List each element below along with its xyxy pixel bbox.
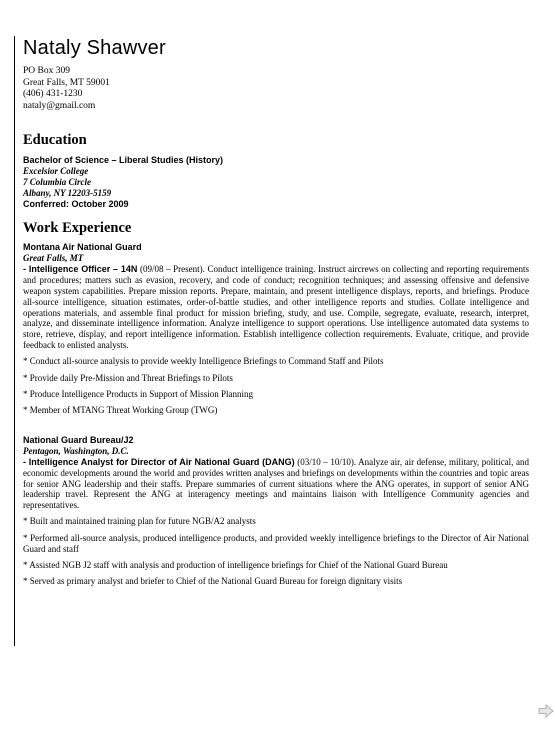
bullet-item: * Built and maintained training plan for future NGB/A2 analysts <box>23 516 256 527</box>
contact-block <box>23 66 529 112</box>
school-name: Excelsior College <box>23 166 89 177</box>
bullet-item: * Member of MTANG Threat Working Group (TWG) <box>23 405 218 416</box>
job-employer: National Guard Bureau/J2 <box>23 434 134 445</box>
job-description-text: (09/08 – Present). Conduct intelligence training. Instruct aircrews on collecting and reporting requirements and procedures; matters such as evasion, recovery, and code of conduct; recognition techniques; and assessing offensive and defensive weapon system capabilities. Prepare mission reports. Prepare, maintain, and present intelligence displays, reports, and briefings. Produce all-source intelligence, situation estimates, order-of-battle studies, and other intelligence reports and studies. Collate intelligence and operations materials, and assemble final product for mission briefing, study, and use. Compile, segregate, evaluate, research, interpret, analyze, and disseminate intelligence information. Analyze intelligence to support operations. Use intelligence automated data systems to store, retrieve, display, and report intelligence information. Establish intelligence collection requirements. Evaluate, critique, and provide feedback to enlisted analysts. <box>23 264 529 350</box>
job-description <box>23 457 529 511</box>
resume-page <box>14 36 532 646</box>
contact-city: Great Falls, MT 59001 <box>23 77 110 88</box>
job-description-text: (03/10 – 10/10). Analyze air, air defense, military, political, and economic developments around the world and provides written analyses and briefings on developments within the countries and topic areas for senior ANG leadership and their staffs. Prepare summaries of current situations where the ANG operates, in support of senior ANG leadership travel. Represent the ANG at interagency meetings and maintains liaison with Intelligence Community agencies and representatives. <box>23 456 529 511</box>
school-address-line2: Albany, NY 12203-5159 <box>23 188 112 199</box>
education-heading: Education <box>23 132 87 149</box>
degree: Bachelor of Science – Liberal Studies (History) <box>23 155 224 166</box>
bullet-item: * Provide daily Pre-Mission and Threat Briefings to Pilots <box>23 372 233 383</box>
contact-phone: (406) 431-1230 <box>23 89 83 100</box>
job-role: - Intelligence Analyst for Director of Air National Guard (DANG) <box>23 456 295 467</box>
job-location: Pentagon, Washington, D.C. <box>23 445 129 456</box>
conferred-date: Conferred: October 2009 <box>23 199 129 210</box>
bullet-item: * Conduct all-source analysis to provide weekly Intelligence Briefings to Command Staff and Pilots <box>23 356 384 367</box>
job-employer: Montana Air National Guard <box>23 242 142 253</box>
job-entry <box>23 242 529 416</box>
candidate-name: Nataly Shawver <box>23 37 166 59</box>
work-experience-heading: Work Experience <box>23 220 132 237</box>
bullet-item: * Assisted NGB J2 staff with analysis and production of intelligence briefings for Chief of the National Guard Bureau <box>23 559 448 570</box>
next-page-arrow-icon[interactable] <box>538 704 554 718</box>
job-bullets <box>23 516 529 586</box>
job-location: Great Falls, MT <box>23 253 84 264</box>
job-role: - Intelligence Officer – 14N <box>23 264 138 275</box>
job-entry <box>23 435 529 587</box>
bullet-item: * Performed all-source analysis, produced intelligence products, and provided weekly intelligence briefings to the Director of Air National Guard and staff <box>23 532 529 554</box>
bullet-item: * Produce Intelligence Products in Support of Mission Planning <box>23 388 253 399</box>
contact-email: nataly@gmail.com <box>23 100 96 111</box>
arrow-right-icon <box>538 704 554 718</box>
education-entry <box>23 155 529 210</box>
resume-content <box>23 36 529 587</box>
job-description <box>23 264 529 350</box>
contact-po-box: PO Box 309 <box>23 66 70 76</box>
bullet-item: * Served as primary analyst and briefer to Chief of the National Guard Bureau for foreign dignitary visits <box>23 576 403 587</box>
school-address-line1: 7 Columbia Circle <box>23 177 92 188</box>
job-bullets <box>23 356 529 416</box>
